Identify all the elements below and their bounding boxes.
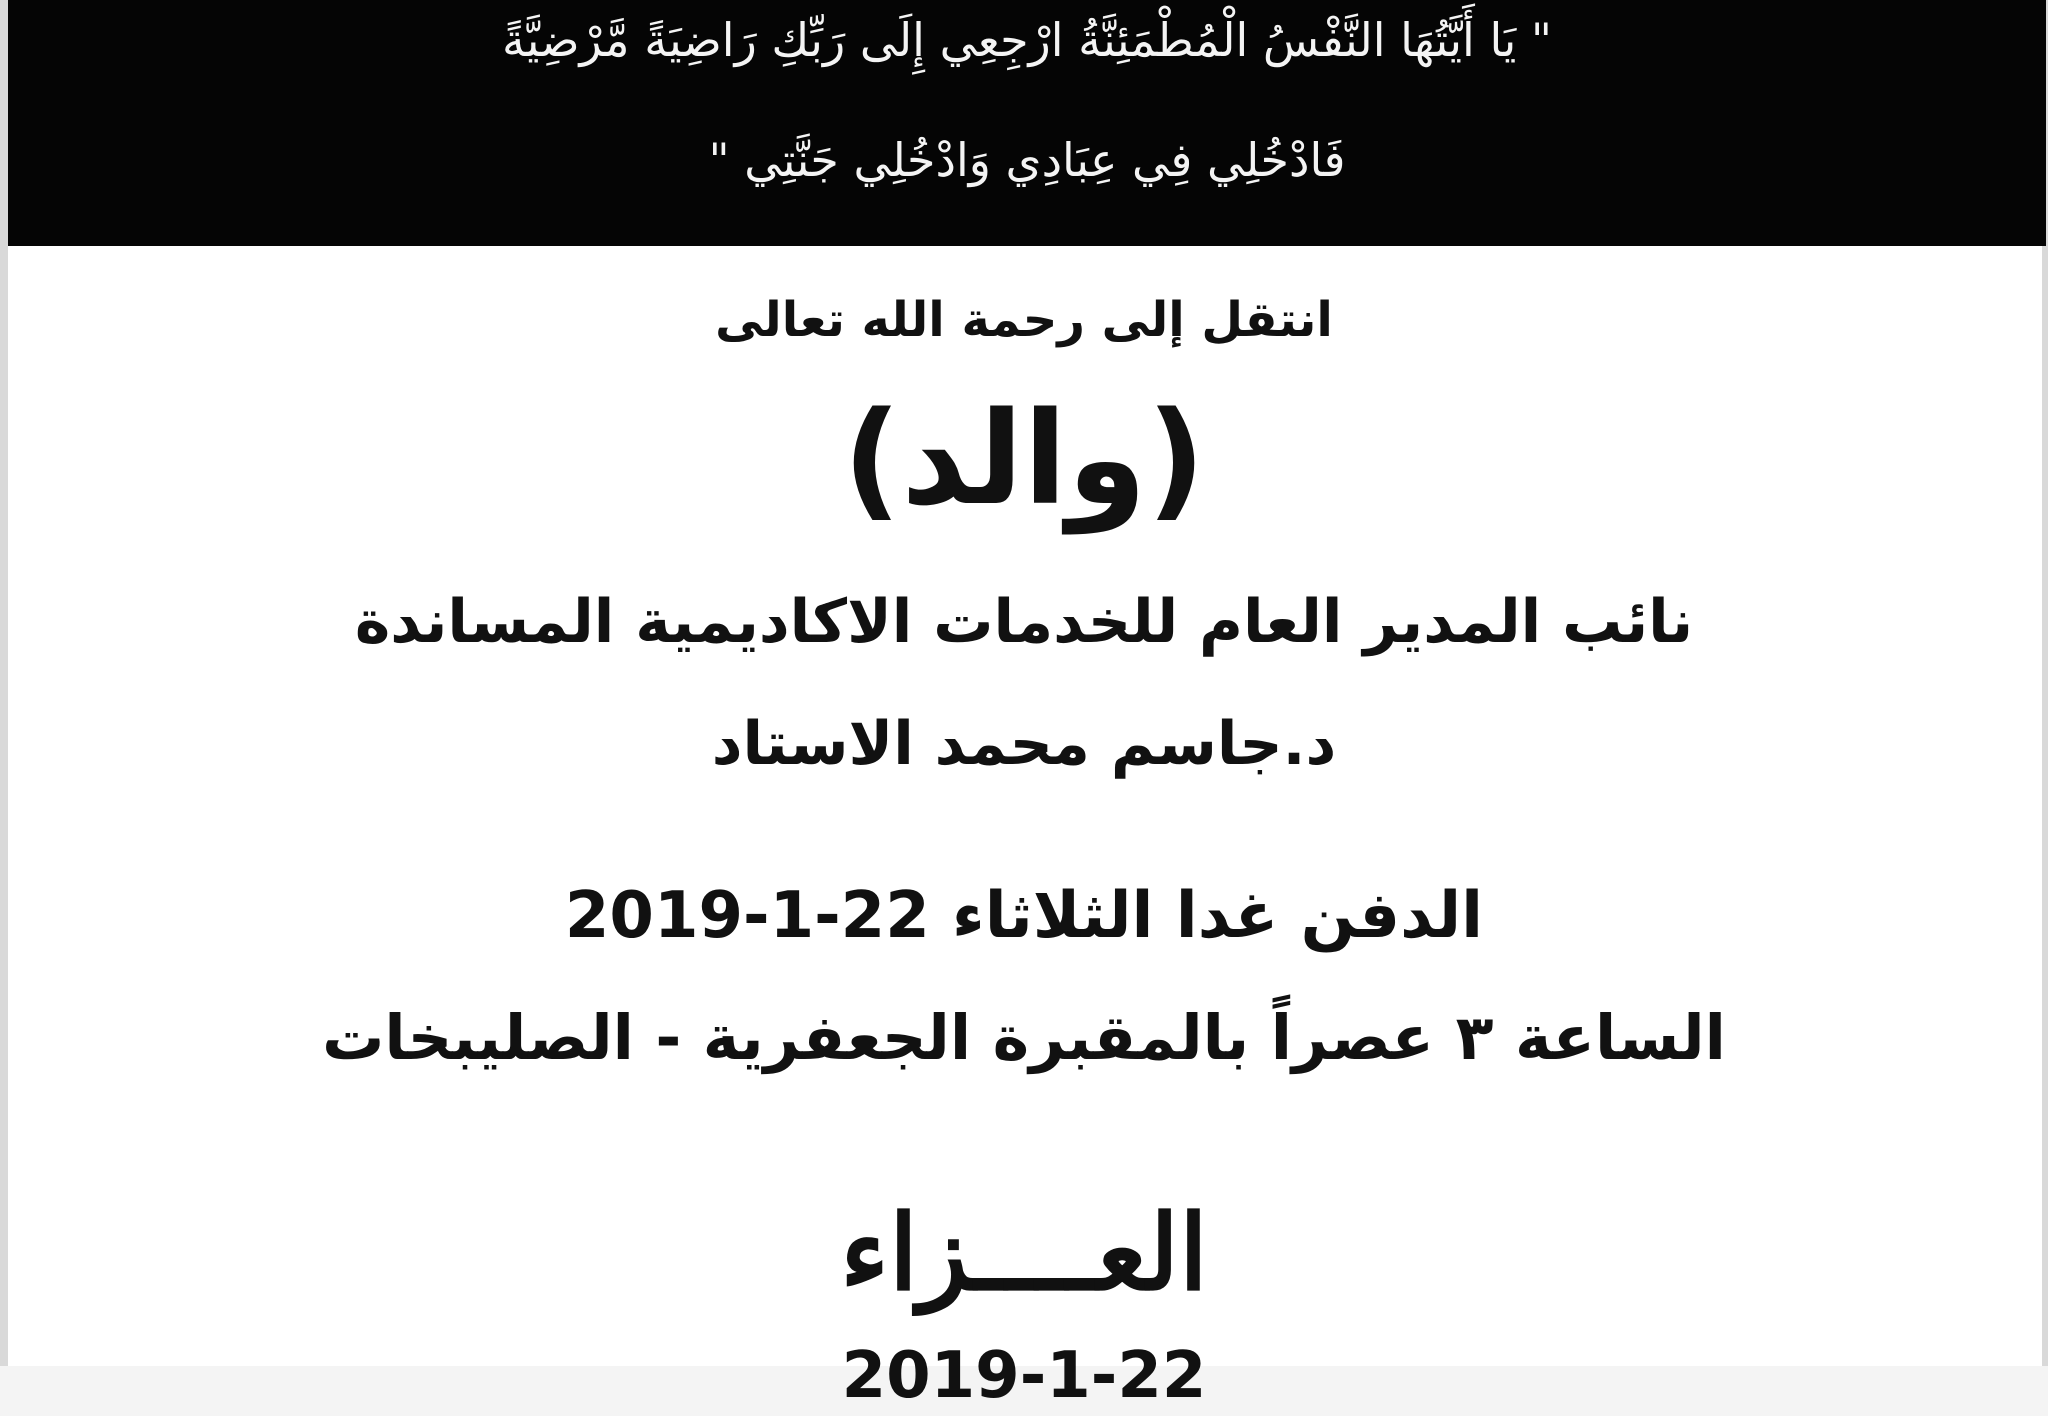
passed-away-text: انتقل إلى رحمة الله تعالى xyxy=(715,292,1333,348)
person-name: د.جاسم محمد الاستاد xyxy=(711,709,1337,779)
condolence-date: 2019-1-22 xyxy=(841,1339,1207,1413)
quran-verse-banner xyxy=(8,0,2046,246)
verse-line-1: " يَا أَيَّتُهَا النَّفْسُ الْمُطْمَئِنَّةُ ارْجِعِي إِلَى رَبِّكِ رَاضِيَةً مَّرْضِيَّةً xyxy=(501,13,1553,67)
burial-time-place: الساعة ٣ عصراً بالمقبرة الجعفرية - الصليبخات xyxy=(322,1001,1726,1074)
verse-line-2: فَادْخُلِي فِي عِبَادِي وَادْخُلِي جَنَّتِي " xyxy=(708,133,1346,187)
condolence-heading: العــــزاء xyxy=(840,1191,1208,1314)
burial-date: الدفن غدا الثلاثاء 22-1-2019 xyxy=(564,879,1484,953)
position-title: نائب المدير العام للخدمات الاكاديمية المساندة xyxy=(354,587,1694,657)
relation-heading: (والد) xyxy=(842,385,1206,534)
left-border xyxy=(0,0,8,1366)
